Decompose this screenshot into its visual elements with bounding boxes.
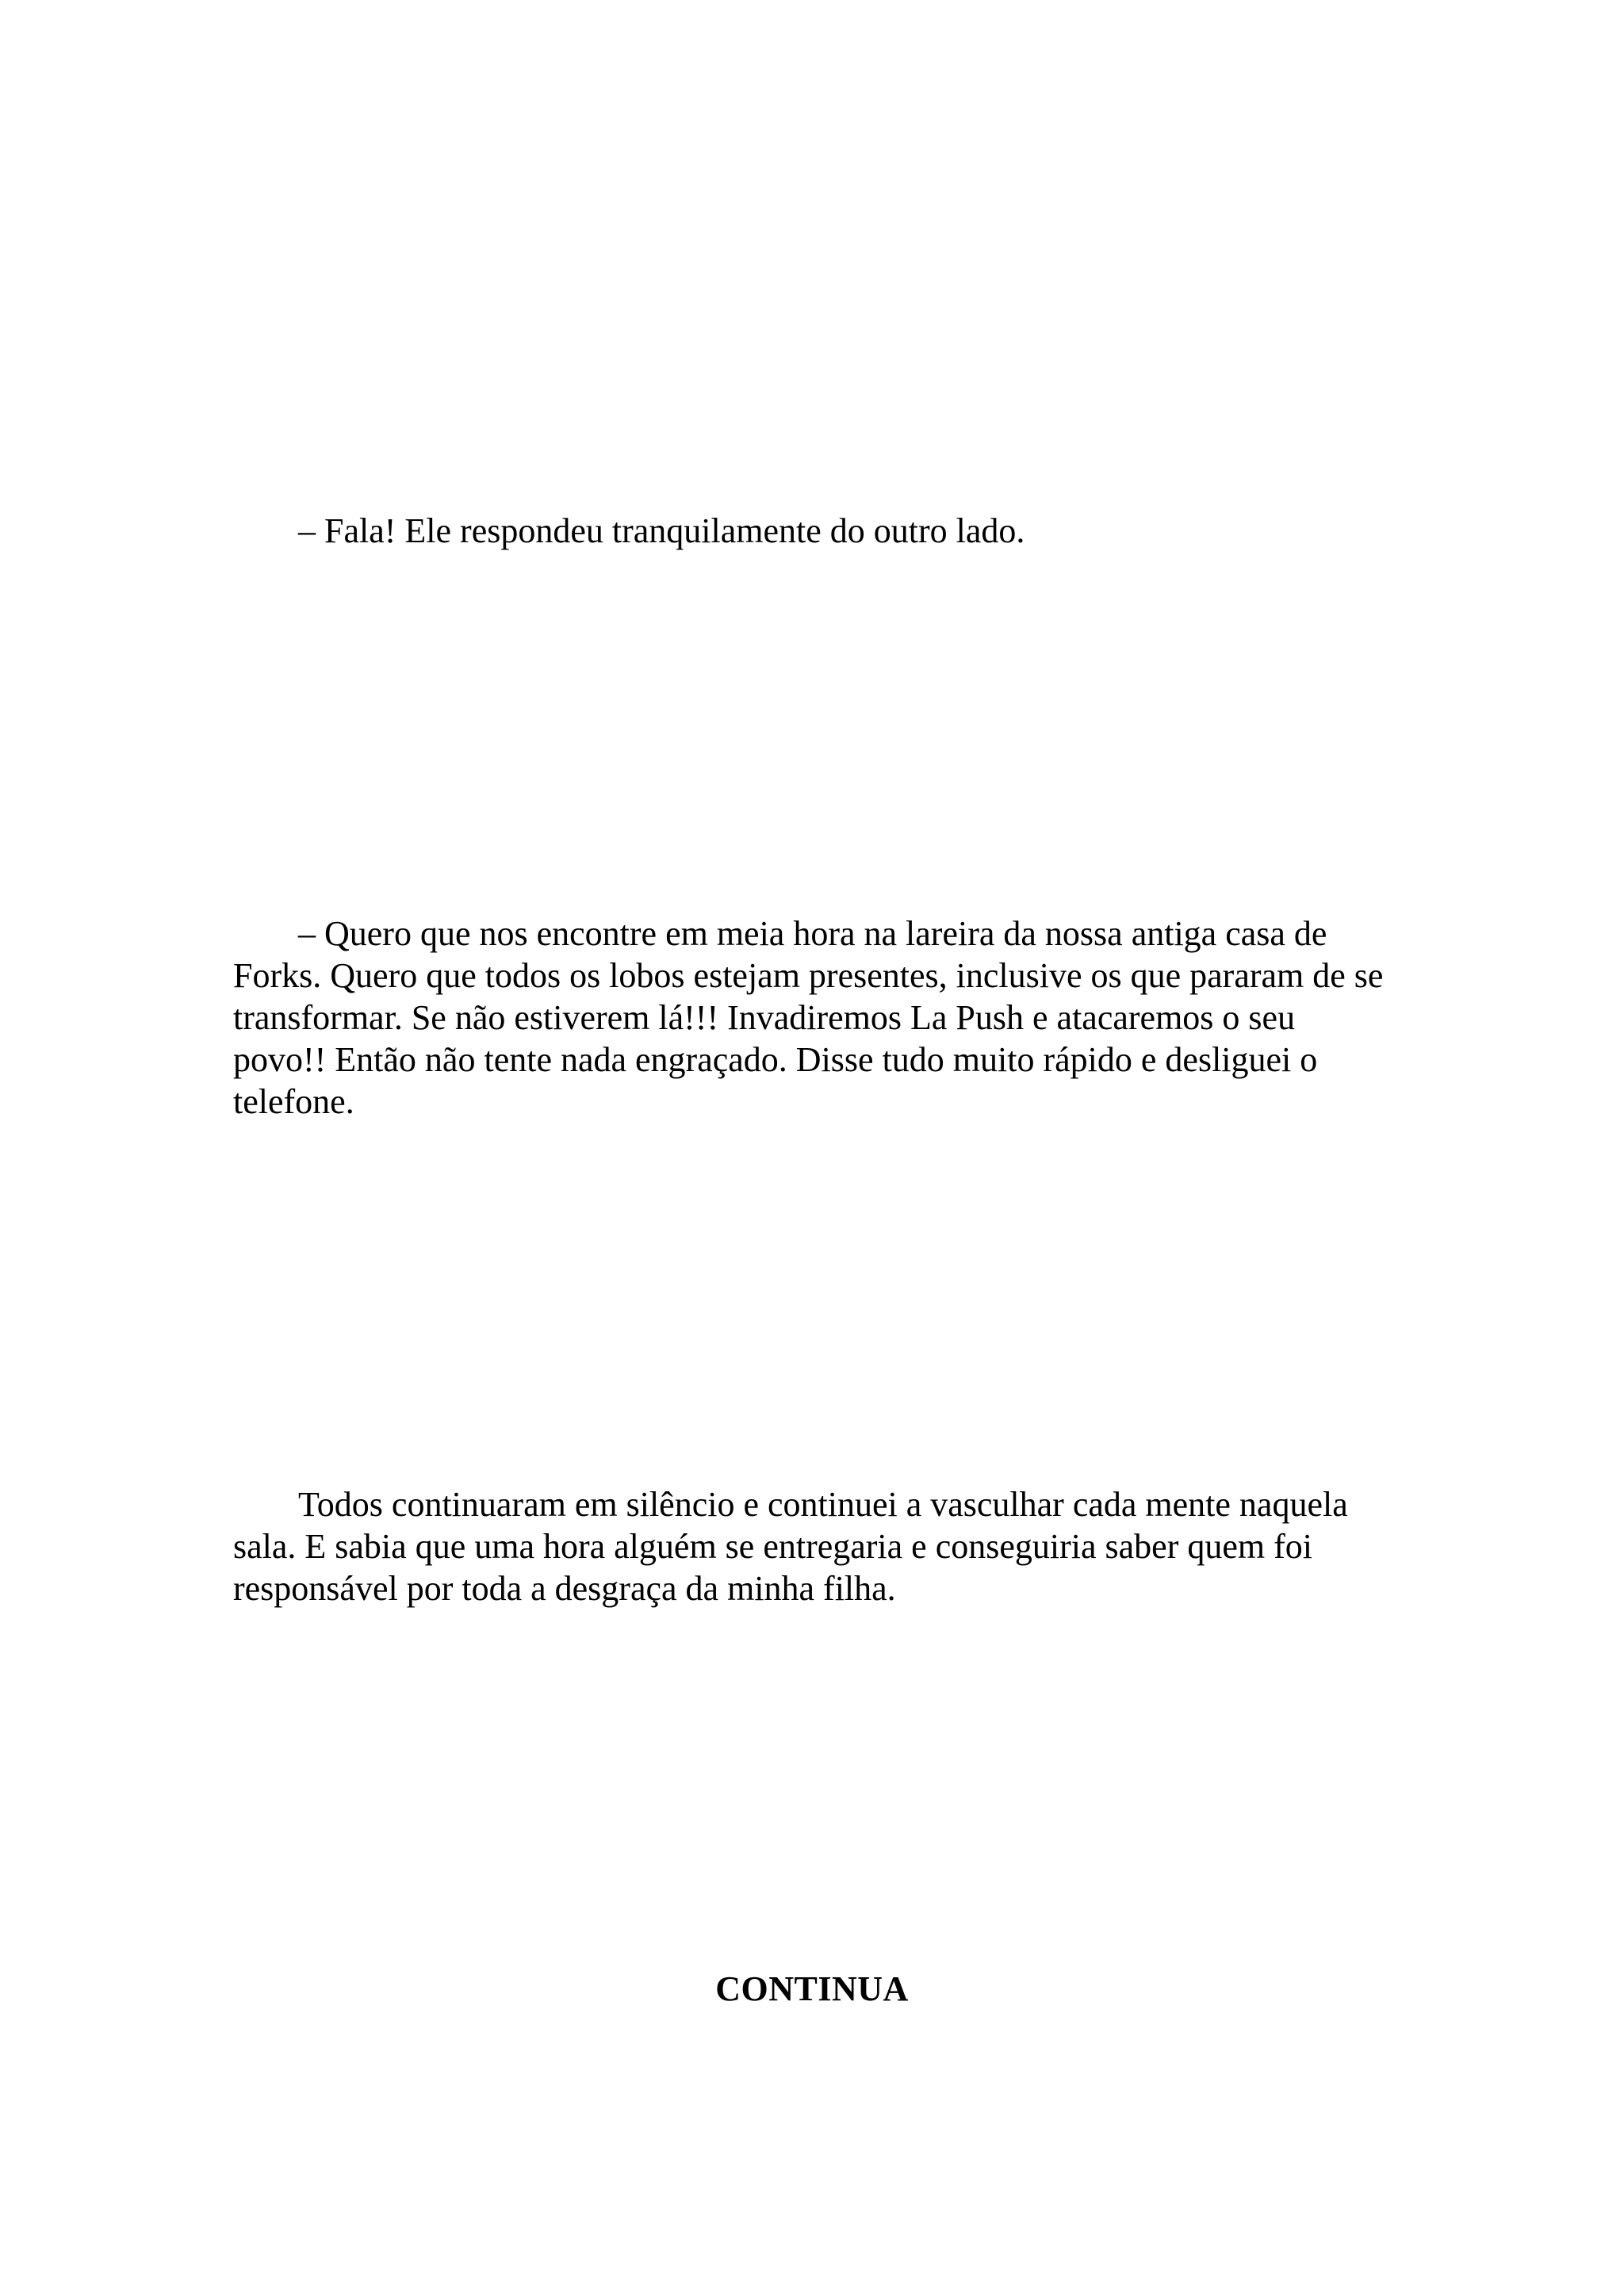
continua-heading: CONTINUA	[715, 1969, 909, 2008]
paragraph-narration: Todos continuaram em silêncio e continuei a vasculhar cada mente naquela sala. E sabia que uma hora alguém se entregaria e conseguiria saber quem foi responsável por toda a desgraça da minha filha.	[233, 1485, 1348, 1608]
paragraph-dialogue-threat: – Quero que nos encontre em meia hora na lareira da nossa antiga casa de Forks. Quero que todos os lobos estejam presentes, inclusive os que pararam de se transformar. Se não estiverem lá!!! Invadiremos La Push e atacaremos o seu povo!! Então não tente nada engraçado. Disse tudo muito rápido e desliguei o telefone.	[233, 914, 1384, 1121]
paragraph-dialogue-reply: – Fala! Ele respondeu tranquilamente do outro lado.	[298, 511, 1025, 550]
